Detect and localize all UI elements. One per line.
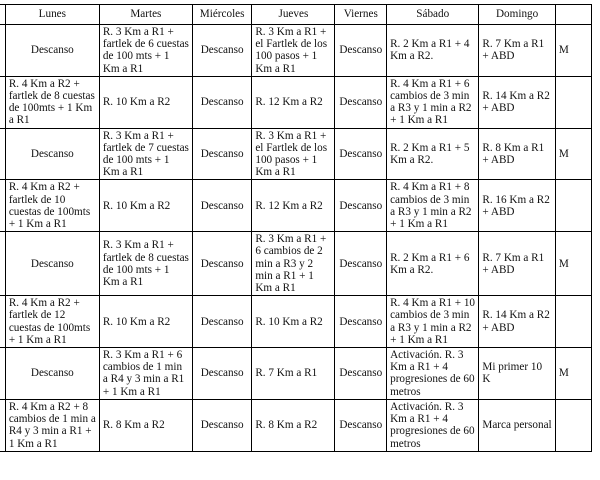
cell-extra: [555, 76, 591, 128]
cell-domingo: R. 7 Km a R1 + ABD: [479, 25, 555, 77]
cell-lunes: Descanso: [5, 128, 99, 180]
table-row: [0, 128, 592, 180]
cell-miercoles: Descanso: [192, 76, 251, 128]
cell-sabado: R. 2 Km a R1 + 5 Km a R2.: [387, 128, 479, 180]
training-schedule-table: [0, 4, 592, 452]
table-row: [0, 296, 592, 348]
cell-martes: R. 10 Km a R2: [99, 76, 192, 128]
header-viernes: Viernes: [335, 5, 387, 25]
cell-lunes: Descanso: [5, 25, 99, 77]
table-row: [0, 76, 592, 128]
cell-viernes: Descanso: [335, 348, 387, 400]
cell-jueves: R. 8 Km a R2: [252, 399, 335, 451]
cell-extra: M: [555, 232, 591, 296]
cell-viernes: Descanso: [335, 399, 387, 451]
header-extra: [555, 5, 591, 25]
cell-jueves: R. 3 Km a R1 + 6 cambios de 2 min a R3 y 2 min a R1 + 1 Km a R1: [252, 232, 335, 296]
cell-domingo: R. 7 Km a R1 + ABD: [479, 232, 555, 296]
header-sabado: Sábado: [387, 5, 479, 25]
cell-extra: [555, 180, 591, 232]
cell-domingo: R. 16 Km a R2 + ABD: [479, 180, 555, 232]
cell-martes: R. 8 Km a R2: [99, 399, 192, 451]
cell-martes: R. 3 Km a R1 + fartlek de 7 cuestas de 100 mts + 1 Km a R1: [99, 128, 192, 180]
cell-lunes: R. 4 Km a R2 + 8 cambios de 1 min a R4 y 3 min a R1 + 1 Km a R1: [5, 399, 99, 451]
cell-viernes: Descanso: [335, 76, 387, 128]
header-row: [0, 5, 592, 25]
cell-sabado: Activación. R. 3 Km a R1 + 4 progresiones de 60 metros: [387, 399, 479, 451]
cell-miercoles: Descanso: [192, 399, 251, 451]
cell-extra: [555, 296, 591, 348]
cell-martes: R. 10 Km a R2: [99, 180, 192, 232]
cell-viernes: Descanso: [335, 180, 387, 232]
table-row: [0, 232, 592, 296]
cell-jueves: R. 10 Km a R2: [252, 296, 335, 348]
cell-jueves: R. 12 Km a R2: [252, 180, 335, 232]
cell-extra: M: [555, 25, 591, 77]
cell-sabado: R. 4 Km a R1 + 10 cambios de 3 min a R3 y 1 min a R2 + 1 Km a R1: [387, 296, 479, 348]
cell-miercoles: Descanso: [192, 232, 251, 296]
header-lunes: Lunes: [5, 5, 99, 25]
cell-lunes: R. 4 Km a R2 + fartlek de 12 cuestas de 100mts + 1 Km a R1: [5, 296, 99, 348]
table-row: [0, 348, 592, 400]
cell-domingo: Mi primer 10 K: [479, 348, 555, 400]
cell-jueves: R. 7 Km a R1: [252, 348, 335, 400]
cell-sabado: Activación. R. 3 Km a R1 + 4 progresiones de 60 metros: [387, 348, 479, 400]
header-miercoles: Miércoles: [192, 5, 251, 25]
cell-jueves: R. 3 Km a R1 + el Fartlek de los 100 pasos + 1 Km a R1: [252, 128, 335, 180]
cell-miercoles: Descanso: [192, 128, 251, 180]
cell-miercoles: Descanso: [192, 348, 251, 400]
cell-lunes: R. 4 Km a R2 + fartlek de 10 cuestas de 100mts + 1 Km a R1: [5, 180, 99, 232]
cell-viernes: Descanso: [335, 232, 387, 296]
cell-martes: R. 10 Km a R2: [99, 296, 192, 348]
cell-jueves: R. 12 Km a R2: [252, 76, 335, 128]
cell-miercoles: Descanso: [192, 25, 251, 77]
table-row: [0, 399, 592, 451]
cell-domingo: R. 14 Km a R2 + ABD: [479, 76, 555, 128]
cell-viernes: Descanso: [335, 128, 387, 180]
cell-domingo: R. 8 Km a R1 + ABD: [479, 128, 555, 180]
cell-domingo: R. 14 Km a R2 + ABD: [479, 296, 555, 348]
cell-lunes: R. 4 Km a R2 + fartlek de 8 cuestas de 100mts + 1 Km a R1: [5, 76, 99, 128]
header-domingo: Domingo: [479, 5, 555, 25]
cell-sabado: R. 2 Km a R1 + 4 Km a R2.: [387, 25, 479, 77]
cell-domingo: Marca personal: [479, 399, 555, 451]
cell-martes: R. 3 Km a R1 + fartlek de 6 cuestas de 100 mts + 1 Km a R1: [99, 25, 192, 77]
table-row: [0, 180, 592, 232]
cell-extra: M: [555, 348, 591, 400]
cell-sabado: R. 2 Km a R1 + 6 Km a R2.: [387, 232, 479, 296]
cell-sabado: R. 4 Km a R1 + 6 cambios de 3 min a R3 y 1 min a R2 + 1 Km a R1: [387, 76, 479, 128]
cell-extra: M: [555, 128, 591, 180]
cell-extra: [555, 399, 591, 451]
cell-lunes: Descanso: [5, 232, 99, 296]
cell-viernes: Descanso: [335, 296, 387, 348]
cell-viernes: Descanso: [335, 25, 387, 77]
cell-miercoles: Descanso: [192, 180, 251, 232]
header-jueves: Jueves: [252, 5, 335, 25]
cell-martes: R. 3 Km a R1 + 6 cambios de 1 min a R4 y 3 min a R1 + 1 Km a R1: [99, 348, 192, 400]
cell-martes: R. 3 Km a R1 + fartlek de 8 cuestas de 100 mts + 1 Km a R1: [99, 232, 192, 296]
cell-sabado: R. 4 Km a R1 + 8 cambios de 3 min a R3 y 1 min a R2 + 1 Km a R1: [387, 180, 479, 232]
table-row: [0, 25, 592, 77]
cell-miercoles: Descanso: [192, 296, 251, 348]
cell-jueves: R. 3 Km a R1 + el Fartlek de los 100 pasos + 1 Km a R1: [252, 25, 335, 77]
header-martes: Martes: [99, 5, 192, 25]
cell-lunes: Descanso: [5, 348, 99, 400]
